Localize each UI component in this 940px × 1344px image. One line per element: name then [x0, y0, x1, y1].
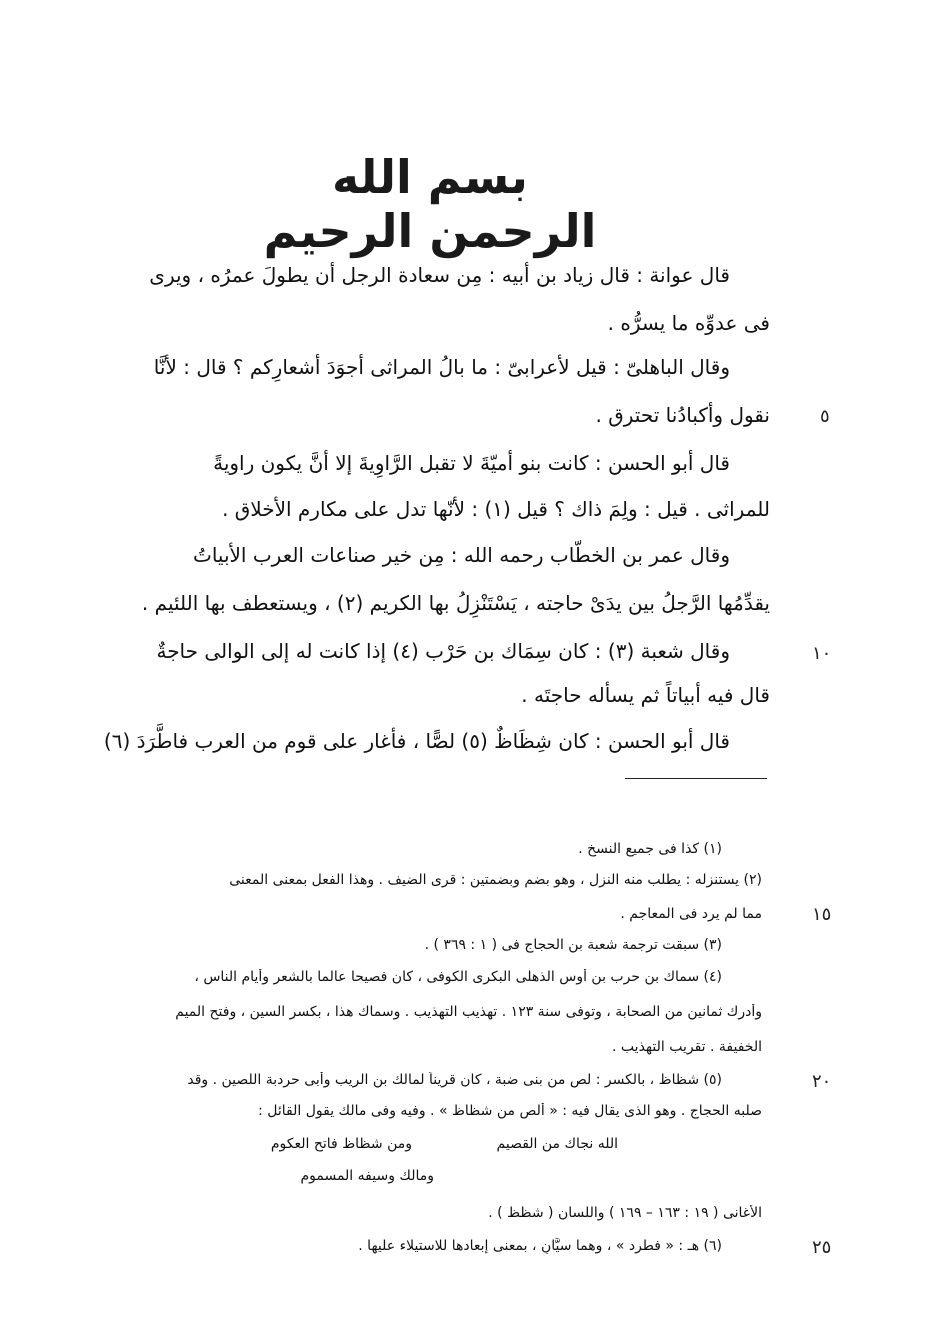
main-line: فى عدوِّه ما يسرُّه .: [607, 311, 770, 335]
footnote-line: (١) كذا فى جميع النسخ .: [578, 841, 722, 857]
footnote-line: الخفيفة . تقريب التهذيب .: [612, 1039, 762, 1055]
footnote-line: وأدرك ثمانين من الصحابة ، وتوفى سنة ١٢٣ . تهذيب التهذيب . وسماك هذا ، بكسر السين ، وفتح الميم: [175, 1004, 762, 1020]
verse-hemistich: ومن شظاظ فاتح العكوم: [270, 1136, 412, 1152]
verse-hemistich: الله نجاك من القصيم: [496, 1136, 618, 1152]
main-line: وقال شعبة (٣) : كان سِمَاك بن حَرْب (٤) إذا كانت له إلى الوالى حاجةٌ: [156, 639, 730, 663]
footnote-separator: [625, 778, 767, 779]
main-line: قال عوانة : قال زياد بن أبيه : مِن سعادة الرجل أن يطولَ عمرُه ، ويرى: [149, 263, 730, 287]
main-line: قال أبو الحسن : كان شِظَاظٌ (٥) لصًّا ، فأغار على قوم من العرب فاطَّرَدَ (٦): [103, 729, 730, 753]
footnote-line: مما لم يرد فى المعاجم .: [620, 906, 762, 922]
main-line: للمراثى . قيل : ولِمَ ذاك ؟ قيل (١) : لأنّها تدل على مكارم الأخلاق .: [222, 497, 770, 521]
basmala-heading: بسم الله الرحمن الرحيم: [263, 150, 597, 258]
main-line: قال أبو الحسن : كانت بنو أميّةَ لا تقبل الرَّاوِيةَ إلا أنَّ يكون راويةً: [213, 451, 730, 475]
footnote-line: الأغانى ( ١٩ : ١٦٣ – ١٦٩ ) واللسان ( شظظ ) .: [488, 1205, 762, 1221]
line-number: ١٠: [812, 643, 832, 664]
footnote-line: (٥) شظاظ ، بالكسر : لص من بنى ضبة ، كان قريناً لمالك بن الريب وأبى حردبة اللصين . وقد: [187, 1072, 722, 1088]
line-number: ٢٥: [812, 1237, 832, 1258]
footnote-line: (٢) يستنزله : يطلب منه النزل ، وهو بضم وبضمتين : قرى الضيف . وهذا الفعل بمعنى المعنى: [229, 872, 762, 888]
main-line: نقول وأكبادُنا تحترق .: [595, 403, 770, 427]
line-number: ٥: [820, 406, 830, 427]
footnote-line: (٦) هـ : « فطرد » ، وهما سيَّانِ ، بمعنى إبعادها للاستيلاء عليها .: [358, 1238, 722, 1254]
main-line: وقال عمر بن الخطّاب رحمه الله : مِن خير صناعات العرب الأبياتُ: [192, 543, 730, 567]
footnote-line: صلبه الحجاج . وهو الذى يقال فيه : « ألص من شظاظ » . وفيه وفى مالك يقول القائل :: [258, 1103, 762, 1119]
line-number: ١٥: [812, 904, 832, 925]
footnote-line: (٣) سبقت ترجمة شعبة بن الحجاج فى ( ١ : ٣٦٩ ) .: [424, 937, 722, 953]
main-line: يقدِّمُها الرَّجلُ بين يدَىْ حاجته ، يَسْتَنْزِلُ بها الكريم (٢) ، ويستعطف بها اللئيم .: [141, 591, 770, 615]
line-number: ٢٠: [812, 1071, 832, 1092]
main-line: قال فيه أبياتاً ثم يسأله حاجتَه .: [521, 683, 770, 707]
footnote-line: (٤) سماك بن حرب بن أوس الذهلى البكرى الكوفى ، كان فصيحا عالما بالشعر وأيام الناس ،: [194, 969, 722, 985]
verse-hemistich: ومالك وسيفه المسموم: [300, 1168, 434, 1184]
main-line: وقال الباهلىّ : قيل لأعرابىّ : ما بالُ المراثى أجوَدَ أشعارِكم ؟ قال : لأنَّا: [153, 355, 730, 379]
